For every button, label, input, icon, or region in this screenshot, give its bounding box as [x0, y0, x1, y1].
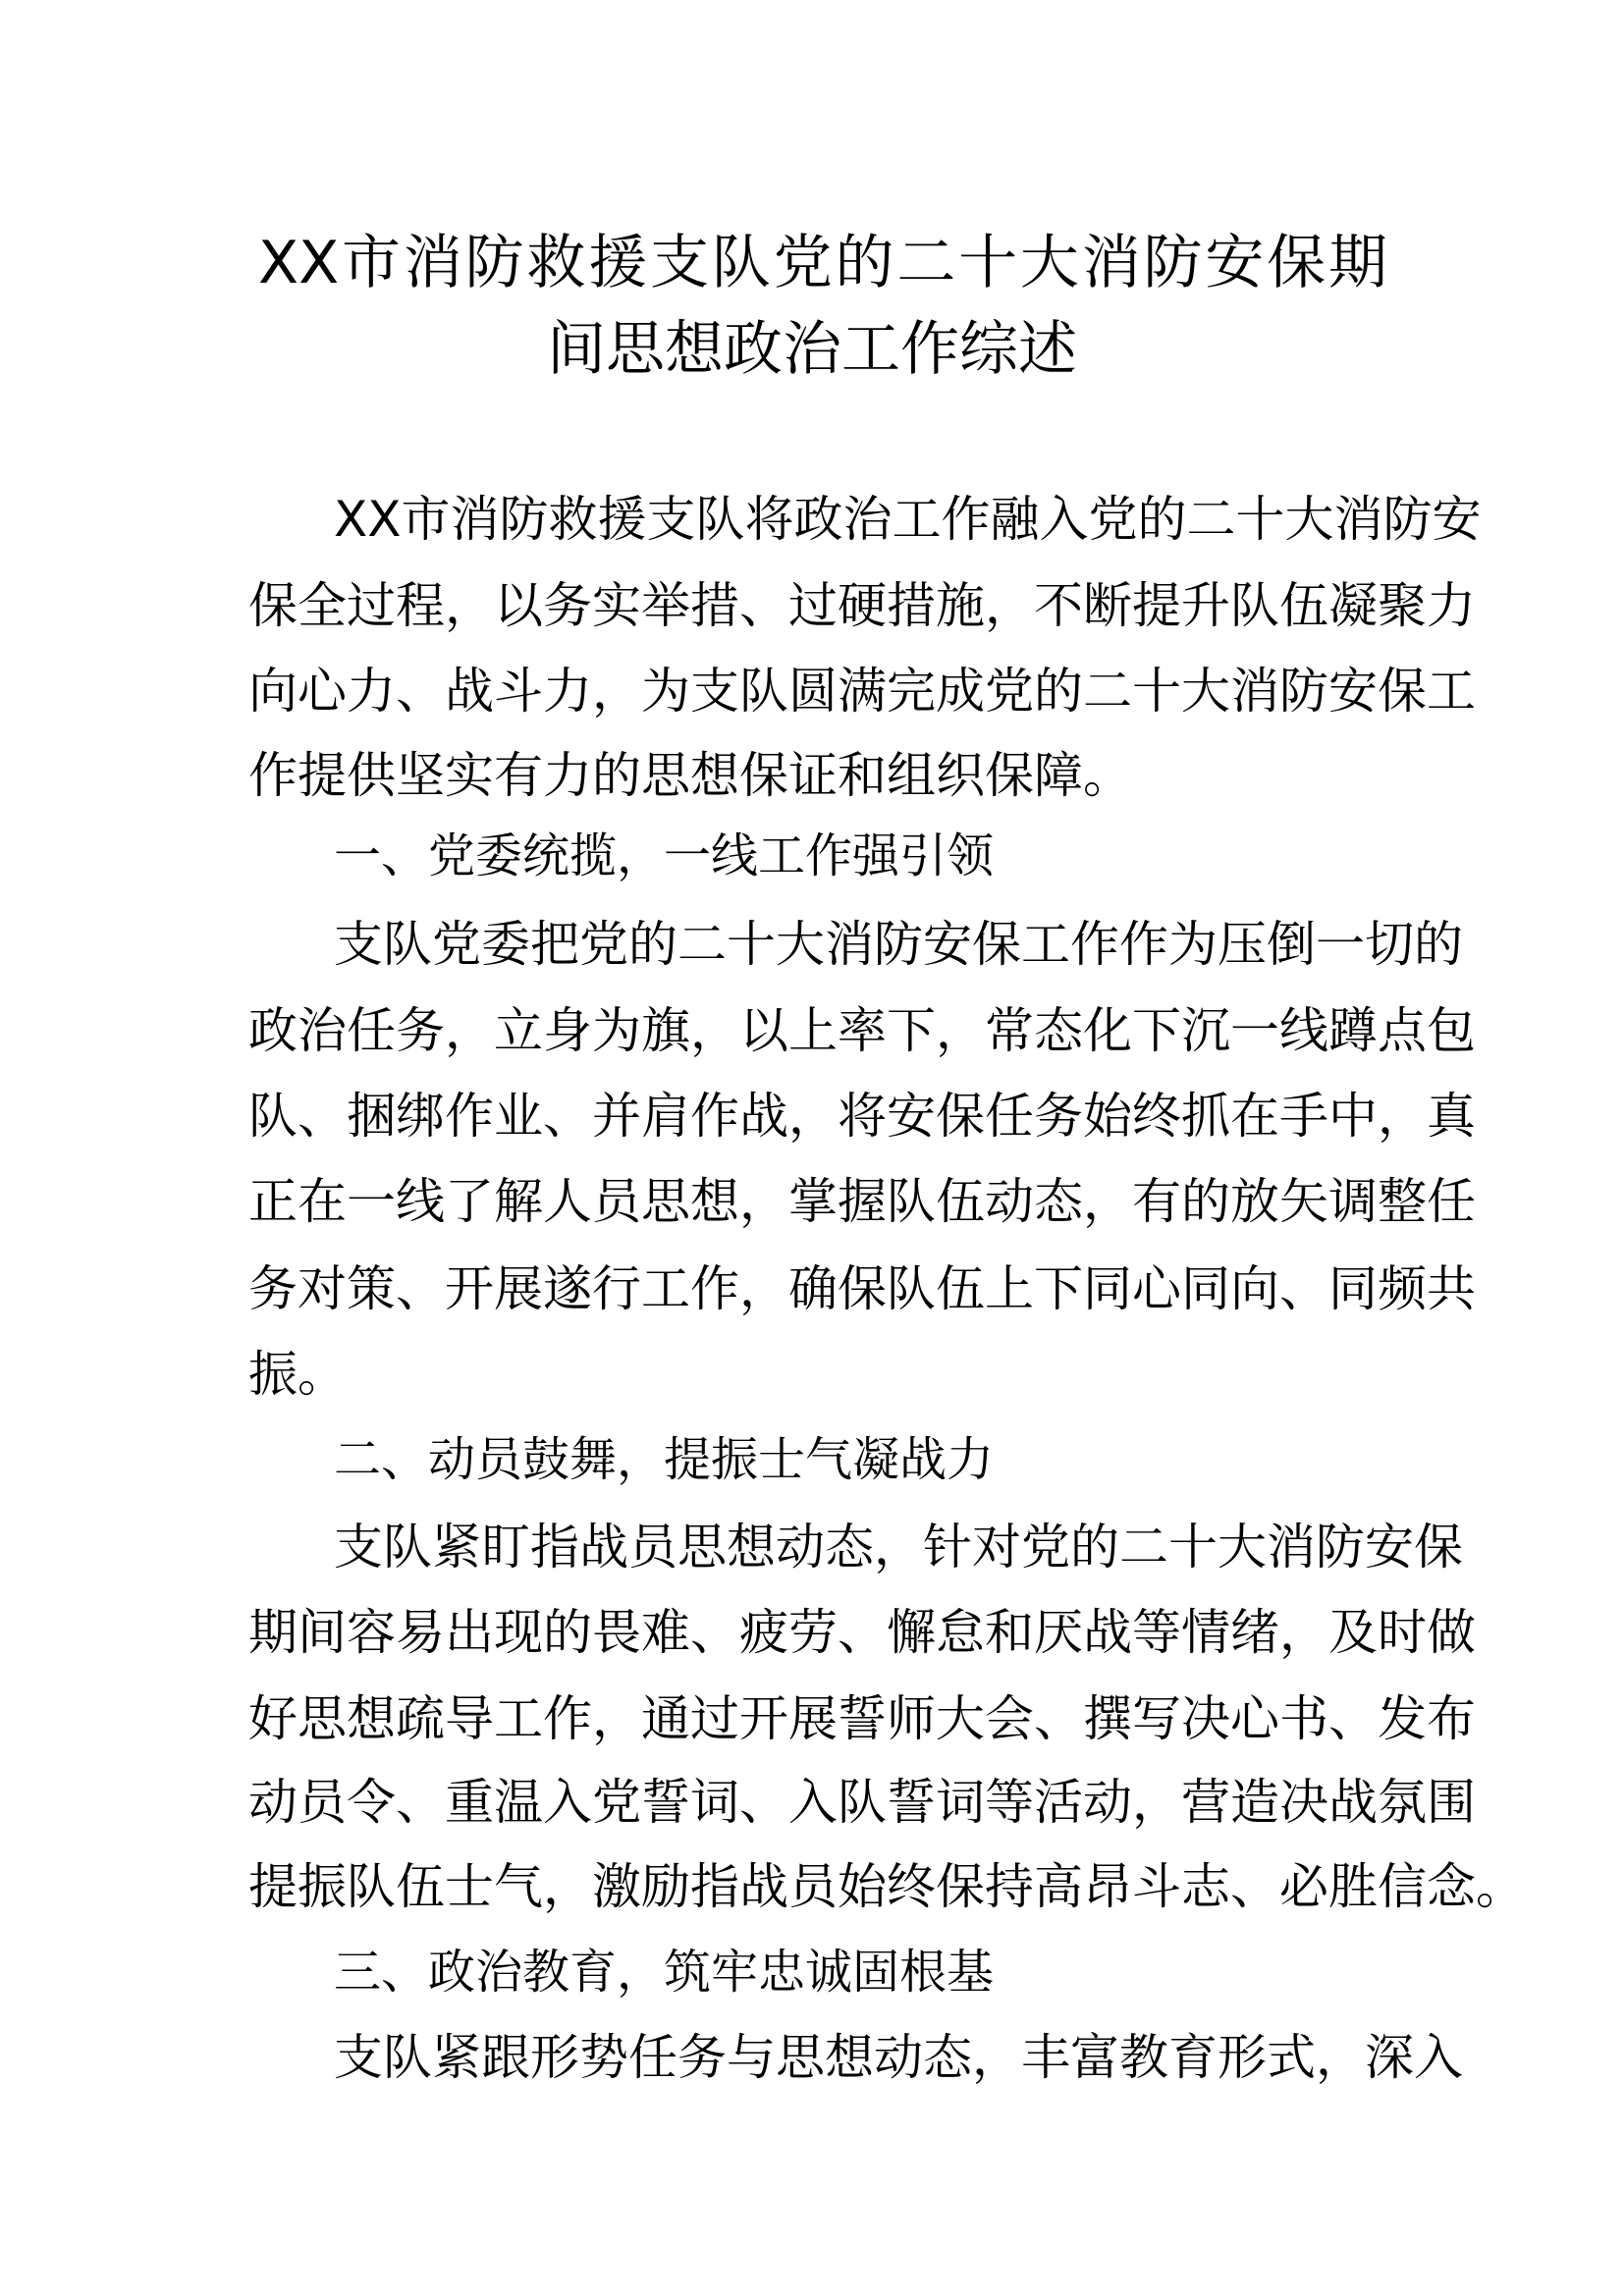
paragraph-line: 支队紧跟形势任务与思想动态，丰富教育形式，深入 [334, 2029, 1463, 2086]
paragraph-line: 振。 [248, 1346, 347, 1403]
section-heading-3: 三、政治教育，筑牢忠诚固根基 [334, 1945, 995, 2000]
paragraph-line: 动员令、重温入党誓词、入队誓词等活动，营造决战氛围 [248, 1774, 1476, 1831]
section-heading-1: 一、党委统揽，一线工作强引领 [334, 828, 995, 883]
section-heading-2: 二、动员鼓舞，提振士气凝战力 [334, 1432, 995, 1487]
paragraph-line: 正在一线了解人员思想，掌握队伍动态，有的放矢调整任 [248, 1173, 1476, 1230]
paragraph-line: 期间容易出现的畏难、疲劳、懈怠和厌战等情绪，及时做 [248, 1604, 1476, 1661]
document-title-line-1: XX市消防救援支队党的二十大消防安保期 [258, 229, 1387, 297]
paragraph-line: 支队党委把党的二十大消防安保工作作为压倒一切的 [334, 916, 1463, 973]
paragraph-line: 向心力、战斗力，为支队圆满完成党的二十大消防安保工 [248, 663, 1476, 720]
paragraph-line: 提振队伍士气，激励指战员始终保持高昂斗志、必胜信念。 [248, 1858, 1525, 1915]
paragraph-line: 务对策、开展遂行工作，确保队伍上下同心同向、同频共 [248, 1260, 1476, 1317]
paragraph-line: 队、捆绑作业、并肩作战，将安保任务始终抓在手中，真 [248, 1088, 1476, 1145]
paragraph-line: 支队紧盯指战员思想动态，针对党的二十大消防安保 [334, 1519, 1463, 1575]
paragraph-line: 作提供坚实有力的思想保证和组织保障。 [248, 747, 1132, 804]
document-title-line-2: 间思想政治工作综述 [547, 315, 1077, 384]
paragraph-line: XX市消防救援支队将政治工作融入党的二十大消防安 [334, 491, 1482, 548]
paragraph-line: 好思想疏导工作，通过开展誓师大会、撰写决心书、发布 [248, 1690, 1476, 1747]
paragraph-line: 政治任务，立身为旗，以上率下，常态化下沉一线蹲点包 [248, 1002, 1476, 1059]
paragraph-line: 保全过程，以务实举措、过硬措施，不断提升队伍凝聚力 [248, 577, 1476, 634]
